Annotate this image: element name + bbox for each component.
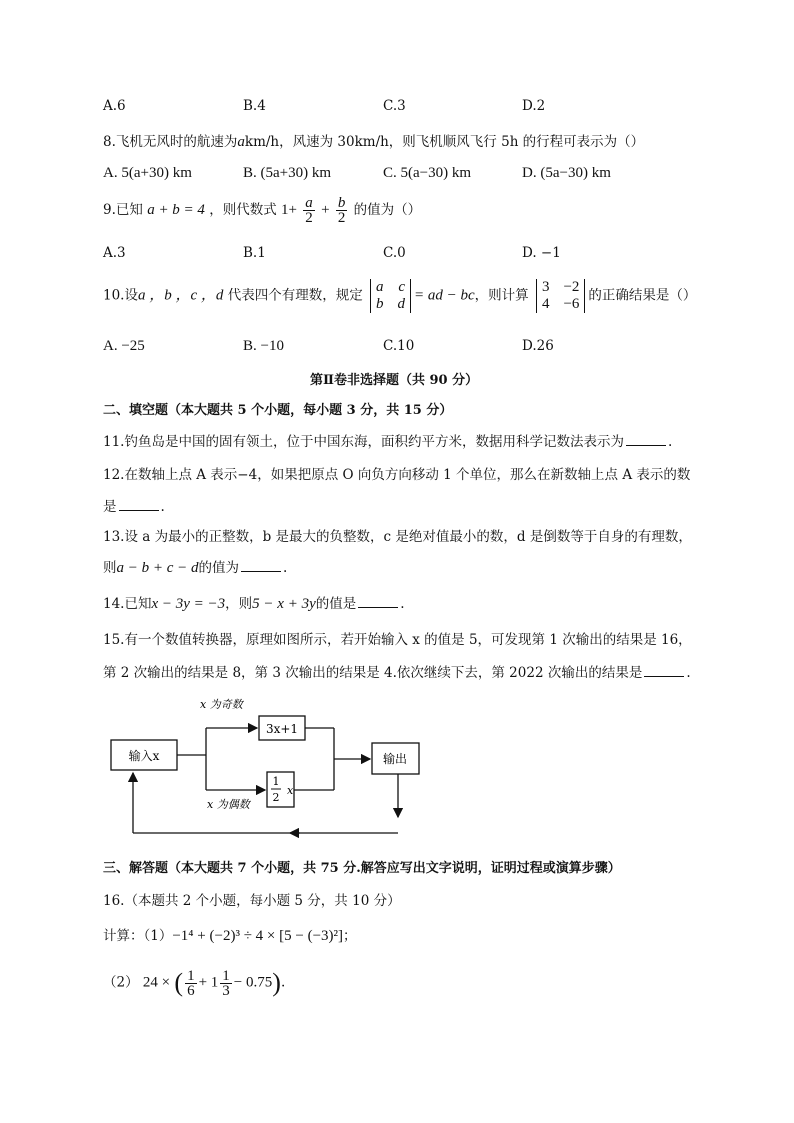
odd-operation: 3x+1 xyxy=(265,722,299,736)
q10-determinant-compute xyxy=(536,279,585,313)
q10-stem-a: 10.设 xyxy=(103,287,138,304)
q14-a: 14.已知 xyxy=(103,596,152,612)
q16-part1-end: ； xyxy=(343,928,357,944)
q9-frac-a-den: 2 xyxy=(305,210,313,226)
q13-line2: 则a − b + c − d的值为 . xyxy=(103,560,288,576)
q10-stem xyxy=(103,279,696,313)
output-label: 输出 xyxy=(382,752,408,766)
q9-stem-b: ，则代数式 xyxy=(209,202,277,218)
q16-frac-1 xyxy=(185,969,197,998)
q8-stem xyxy=(103,130,644,151)
q9-frac-a-num: a xyxy=(305,195,313,211)
q12-line2-text: 是 xyxy=(103,499,117,515)
q9-stem-a: 9.已知 xyxy=(103,202,143,218)
q16-part2-end: . xyxy=(280,974,286,991)
q10-stem-b: 代表四个有理数，规定 xyxy=(227,287,363,304)
q10-option-d: D.26 xyxy=(522,338,554,354)
q9-stem-c: 的值为（） xyxy=(353,202,422,218)
q8-var: a xyxy=(237,134,245,150)
det2-cell: −2 xyxy=(563,279,580,295)
q10-vars: a ，b ，c ，d xyxy=(137,287,224,304)
q13-line2-a: 则 xyxy=(103,560,117,576)
q9-option-d: D. −1 xyxy=(522,245,561,261)
q10-stem-d: 的正确结果是（） xyxy=(588,287,697,304)
q9-option-b: B.1 xyxy=(243,245,266,261)
q14-c: 的值是 xyxy=(315,596,357,612)
q10-option-c: C.10 xyxy=(383,338,415,354)
q8-option-b: B. (5a+30) km xyxy=(243,165,332,181)
q7-option-c: C.3 xyxy=(383,98,406,114)
det1-cell: b xyxy=(376,296,384,312)
q9-plus: + xyxy=(321,202,330,218)
q8-stem-b: km/h，风速为 30km/h，则飞机顺风飞行 5h 的行程可表示为（） xyxy=(244,134,645,150)
q13-expr: a − b + c − d xyxy=(116,560,199,576)
input-label: 输入x xyxy=(128,749,160,763)
q11-answer-blank[interactable] xyxy=(626,433,666,446)
det2-cell: −6 xyxy=(563,296,580,312)
q16-head: 16.（本题共 2 个小题，每小题 5 分，共 10 分） xyxy=(103,893,401,909)
q12-line2: 是 . xyxy=(103,499,165,515)
even-label: x 为偶数 xyxy=(207,798,250,811)
q16-part2-mid: + 1 xyxy=(198,974,219,991)
q13-answer-blank[interactable] xyxy=(241,559,281,572)
q8-option-a: A. 5(a+30) km xyxy=(103,165,192,181)
q9-expr2-lead: 1+ xyxy=(281,202,297,218)
odd-label: x 为奇数 xyxy=(200,698,243,711)
q9-expr1: a + b = 4 xyxy=(147,202,205,218)
q12-answer-blank[interactable] xyxy=(119,498,159,511)
section2-title: 二、填空题（本大题共 5 个小题，每小题 3 分，共 15 分） xyxy=(103,403,453,418)
q7-option-b: B.4 xyxy=(243,98,266,114)
det2-cell: 3 xyxy=(541,279,550,295)
q9-frac-b xyxy=(336,196,348,225)
q9-stem xyxy=(103,196,421,225)
q7-option-d: D.2 xyxy=(522,98,546,114)
q16-part1-label: 计算：（1） xyxy=(103,928,173,944)
det1-cell: a xyxy=(376,279,384,295)
q16-frac-2 xyxy=(220,969,232,998)
q16-part1-expr: −1⁴ + (−2)³ ÷ 4 × [5 − (−3)²] xyxy=(172,928,344,944)
q14-b: ，则 xyxy=(225,596,253,612)
q8-option-c: C. 5(a−30) km xyxy=(383,165,472,181)
q16-frac-2-den: 3 xyxy=(222,982,230,999)
q16-part2-tail: − 0.75 xyxy=(233,974,273,991)
q10-determinant-definition xyxy=(370,279,411,313)
even-frac-num: 1 xyxy=(272,775,280,788)
q9-frac-b-den: 2 xyxy=(337,210,346,226)
q16-frac-2-num: 1 xyxy=(222,967,230,984)
even-frac-var: x xyxy=(287,784,294,797)
q14-expr1: x − 3y = −3 xyxy=(151,596,226,612)
q7-option-a: A.6 xyxy=(103,98,126,114)
q12-line1: 12.在数轴上点 A 表示−4，如果把原点 O 向负方向移动 1 个单位，那么在新数轴上点 A 表示的数 xyxy=(103,467,691,483)
q13-line1: 13.设 a 为最小的正整数，b 是最大的负整数，c 是绝对值最小的数，d 是倒数等于自身的有理数， xyxy=(103,529,692,545)
q9-option-a: A.3 xyxy=(103,245,126,261)
part2-title: 第Ⅱ卷非选择题（共 90 分） xyxy=(310,373,479,388)
q14-answer-blank[interactable] xyxy=(358,595,398,608)
q10-definition: = ad − bc xyxy=(414,287,475,304)
det1-cell: c xyxy=(398,279,405,295)
det2-cell: 4 xyxy=(541,296,550,312)
q16-frac-1-den: 6 xyxy=(187,982,195,999)
q16-part1 xyxy=(103,924,357,945)
q8-option-d: D. (5a−30) km xyxy=(522,165,611,181)
q10-option-b: B. −10 xyxy=(243,338,284,354)
q11-text: 11.钓鱼岛是中国的固有领土，位于中国东海，面积约平方米，数据用科学记数法表示为 xyxy=(103,434,624,450)
left-paren: ( xyxy=(174,968,184,997)
q16-part2-label: （2） xyxy=(103,974,139,991)
q8-stem-a: 8.飞机无风时的航速为 xyxy=(103,134,238,150)
q16-frac-1-num: 1 xyxy=(187,967,195,984)
q16-part2-lead: 24 × xyxy=(142,974,171,991)
number-converter-diagram xyxy=(100,690,440,840)
q10-stem-c: ，则计算 xyxy=(474,287,529,304)
q9-option-c: C.0 xyxy=(383,245,406,261)
q9-frac-a xyxy=(303,196,315,225)
section3-title: 三、解答题（本大题共 7 个小题，共 75 分.解答应写出文字说明，证明过程或演算步骤） xyxy=(103,861,621,876)
q15-line1: 15.有一个数值转换器，原理如图所示，若开始输入 x 的值是 5，可发现第 1 次输出的结果是 16， xyxy=(103,632,692,648)
even-frac-den: 2 xyxy=(272,791,280,804)
q14: 14.已知x − 3y = −3，则5 − x + 3y的值是 . xyxy=(103,596,405,612)
q9-frac-b-num: b xyxy=(337,195,346,211)
q16-part2 xyxy=(103,968,285,998)
q13-line2-b: 的值为 xyxy=(198,560,240,576)
q15-line2: 第 2 次输出的结果是 8，第 3 次输出的结果是 4.依次继续下去，第 2022 次输出的结果是 . xyxy=(103,665,691,681)
q14-expr2: 5 − x + 3y xyxy=(252,596,316,612)
q15-answer-blank[interactable] xyxy=(644,664,684,677)
q11: 11.钓鱼岛是中国的固有领土，位于中国东海，面积约平方米，数据用科学记数法表示为 . xyxy=(103,434,673,450)
det1-cell: d xyxy=(397,296,405,312)
q15-line2-text: 第 2 次输出的结果是 8，第 3 次输出的结果是 4.依次继续下去，第 2022 次输出的结果是 xyxy=(103,665,643,681)
q10-option-a: A. −25 xyxy=(103,338,145,354)
right-paren: ) xyxy=(272,968,281,997)
